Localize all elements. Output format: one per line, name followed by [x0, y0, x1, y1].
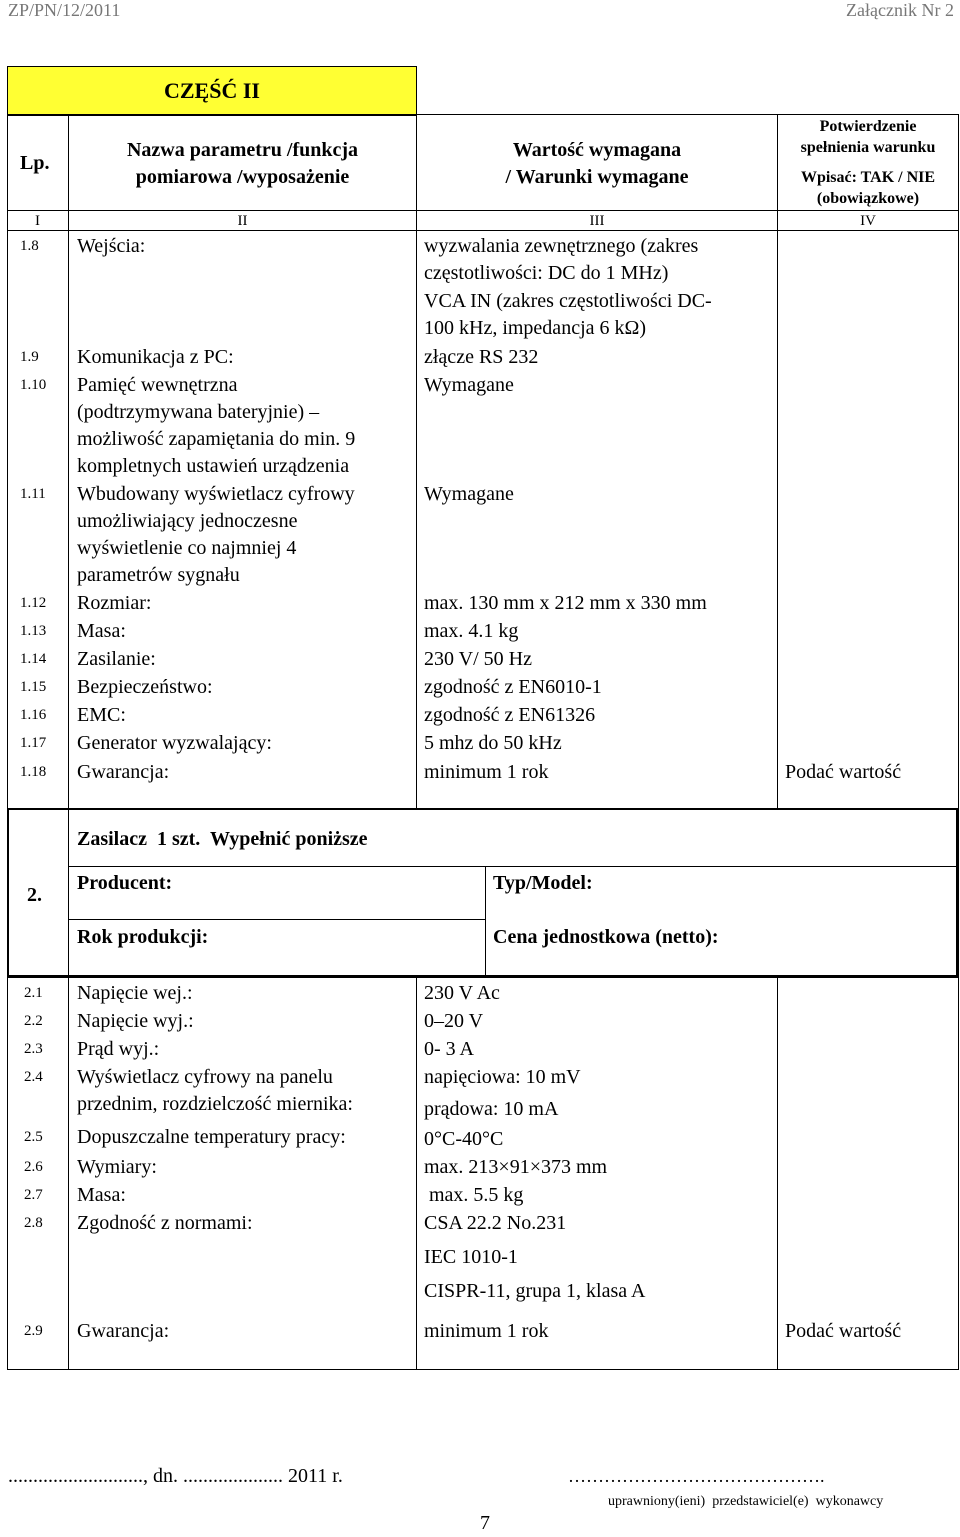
row-name: Wymiary:: [77, 1156, 157, 1178]
table-border-line: [7, 114, 959, 115]
document-reference: ZP/PN/12/2011: [8, 0, 121, 20]
table-border-line: [7, 978, 8, 1370]
row-value: 0- 3 A: [424, 1038, 474, 1060]
row-number: 1.9: [20, 349, 39, 365]
row-name: (podtrzymywana bateryjnie) –: [77, 401, 320, 423]
row-name: umożliwiający jednoczesne: [77, 510, 298, 532]
row-name: przednim, rozdzielczość miernika:: [77, 1093, 353, 1115]
roman-col1: I: [35, 213, 40, 229]
row-value: 0°C-40°C: [424, 1128, 504, 1150]
row-value: zgodność z EN61326: [424, 704, 596, 726]
column-header-confirm-line3: Wpisać: TAK / NIE: [800, 169, 936, 186]
row-value: napięciowa: 10 mV: [424, 1066, 581, 1088]
signer-caption: uprawniony(ieni) przedstawiciel(e) wykonawcy: [608, 1494, 884, 1509]
row-name: Wyświetlacz cyfrowy na panelu: [77, 1066, 333, 1088]
row-value: CISPR-11, grupa 1, klasa A: [424, 1280, 646, 1302]
row-name: możliwość zapamiętania do min. 9: [77, 428, 356, 450]
row-number: 1.17: [20, 735, 47, 751]
table-border-line: [68, 978, 69, 1370]
row-name: Prąd wyj.:: [77, 1038, 160, 1060]
table-border-line: [68, 919, 486, 920]
row-value: max. 4.1 kg: [424, 620, 519, 642]
row-name: Wbudowany wyświetlacz cyfrowy: [77, 483, 355, 505]
row-value: zgodność z EN6010-1: [424, 676, 602, 698]
row-number: 2.8: [24, 1215, 43, 1231]
column-header-confirm-line2: spełnienia warunku: [800, 139, 936, 156]
row-number: 1.14: [20, 651, 47, 667]
row-number: 2.3: [24, 1041, 43, 1057]
row-name: Rozmiar:: [77, 592, 152, 614]
row-number: 1.15: [20, 679, 47, 695]
row-name: Zgodność z normami:: [77, 1212, 253, 1234]
roman-col4: IV: [860, 213, 876, 229]
row-name: kompletnych ustawień urządzenia: [77, 455, 350, 477]
block-number: 2.: [27, 884, 42, 906]
row-value: VCA IN (zakres częstotliwości DC-: [424, 290, 712, 312]
row-name: parametrów sygnału: [77, 564, 240, 586]
row-name: Gwarancja:: [77, 761, 170, 783]
row-value: 100 kHz, impedancja 6 kΩ): [424, 317, 647, 339]
row-name: EMC:: [77, 704, 126, 726]
row-name: Dopuszczalne temperatury pracy:: [77, 1126, 346, 1148]
row-number: 1.10: [20, 377, 47, 393]
row-name: Masa:: [77, 620, 126, 642]
row-name: Generator wyzwalający:: [77, 732, 272, 754]
row-name: Masa:: [77, 1184, 126, 1206]
row-value: minimum 1 rok: [424, 1320, 549, 1342]
row-number: 2.4: [24, 1069, 43, 1085]
row-name: Zasilanie:: [77, 648, 156, 670]
row-name: Bezpieczeństwo:: [77, 676, 213, 698]
column-header-value-line1: Wartość wymagana: [512, 139, 682, 161]
row-number: 1.12: [20, 595, 47, 611]
table-border-line: [777, 978, 778, 1370]
table-border-line: [7, 808, 959, 810]
row-number: 2.5: [24, 1129, 43, 1145]
row-number: 1.18: [20, 764, 47, 780]
row-value: max. 130 mm x 212 mm x 330 mm: [424, 592, 707, 614]
roman-col2: II: [237, 213, 248, 229]
row-name: Wejścia:: [77, 235, 146, 257]
date-line: ..........................., dn. .................... 2011 r.: [8, 1465, 343, 1487]
row-value: Wymagane: [424, 374, 514, 396]
row-name: Napięcie wej.:: [77, 982, 193, 1004]
row-number: 1.16: [20, 707, 47, 723]
row-value: złącze RS 232: [424, 346, 539, 368]
table-border-line: [416, 978, 417, 1370]
row-value: CSA 22.2 No.231: [424, 1212, 567, 1234]
table-border-line: [68, 866, 958, 867]
row-value: 5 mhz do 50 kHz: [424, 732, 562, 754]
signature-dots: …………………………………….: [568, 1466, 825, 1486]
table-border-line: [7, 975, 959, 978]
column-header-name-line1: Nazwa parametru /funkcja: [126, 139, 359, 161]
column-header-name-line2: pomiarowa /wyposażenie: [135, 166, 350, 188]
row-number: 2.6: [24, 1159, 43, 1175]
section-title: CZĘŚĆ II: [164, 78, 260, 103]
column-header-lp: Lp.: [20, 152, 50, 174]
row-value: max. 5.5 kg: [429, 1184, 524, 1206]
row-value: 230 V/ 50 Hz: [424, 648, 532, 670]
year-label: Rok produkcji:: [77, 926, 209, 948]
model-label: Typ/Model:: [493, 872, 593, 894]
row-value: minimum 1 rok: [424, 761, 549, 783]
row-confirm: Podać wartość: [785, 1320, 902, 1342]
producer-label: Producent:: [77, 872, 173, 894]
roman-col3: III: [589, 213, 605, 229]
row-name: wyświetlenie co najmniej 4: [77, 537, 297, 559]
row-number: 1.11: [20, 486, 46, 502]
row-number: 2.1: [24, 985, 43, 1001]
row-number: 2.9: [24, 1323, 43, 1339]
row-value: wyzwalania zewnętrznego (zakres: [424, 235, 699, 257]
row-number: 1.8: [20, 238, 39, 254]
table-border-line: [485, 866, 486, 976]
row-name: Pamięć wewnętrzna: [77, 374, 238, 396]
table-border-line: [958, 978, 959, 1370]
row-value: 0–20 V: [424, 1010, 484, 1032]
table-border-line: [68, 810, 69, 976]
price-label: Cena jednostkowa (netto):: [493, 926, 719, 948]
row-name: Komunikacja z PC:: [77, 346, 234, 368]
block-title: Zasilacz 1 szt. Wypełnić poniższe: [77, 828, 368, 850]
row-name: Napięcie wyj.:: [77, 1010, 194, 1032]
row-value: IEC 1010-1: [424, 1246, 518, 1268]
column-header-value-line2: / Warunki wymagane: [505, 166, 689, 188]
row-value: prądowa: 10 mA: [424, 1098, 559, 1120]
row-number: 1.13: [20, 623, 47, 639]
row-value: 230 V Ac: [424, 982, 500, 1004]
row-value: max. 213×91×373 mm: [424, 1156, 608, 1178]
column-header-confirm-line1: Potwierdzenie: [819, 118, 917, 135]
row-name: Gwarancja:: [77, 1320, 170, 1342]
table-border-line: [958, 114, 959, 810]
table-border-line: [7, 810, 9, 978]
table-border-line: [956, 810, 959, 978]
page-number: 7: [480, 1512, 490, 1534]
row-number: 2.2: [24, 1013, 43, 1029]
row-number: 2.7: [24, 1187, 43, 1203]
column-header-confirm-line4: (obowiązkowe): [816, 190, 920, 207]
row-confirm: Podać wartość: [785, 761, 902, 783]
row-value: Wymagane: [424, 483, 514, 505]
table-border-line: [7, 1369, 959, 1370]
attachment-label: Załącznik Nr 2: [846, 0, 954, 20]
row-value: częstotliwości: DC do 1 MHz): [424, 262, 669, 284]
